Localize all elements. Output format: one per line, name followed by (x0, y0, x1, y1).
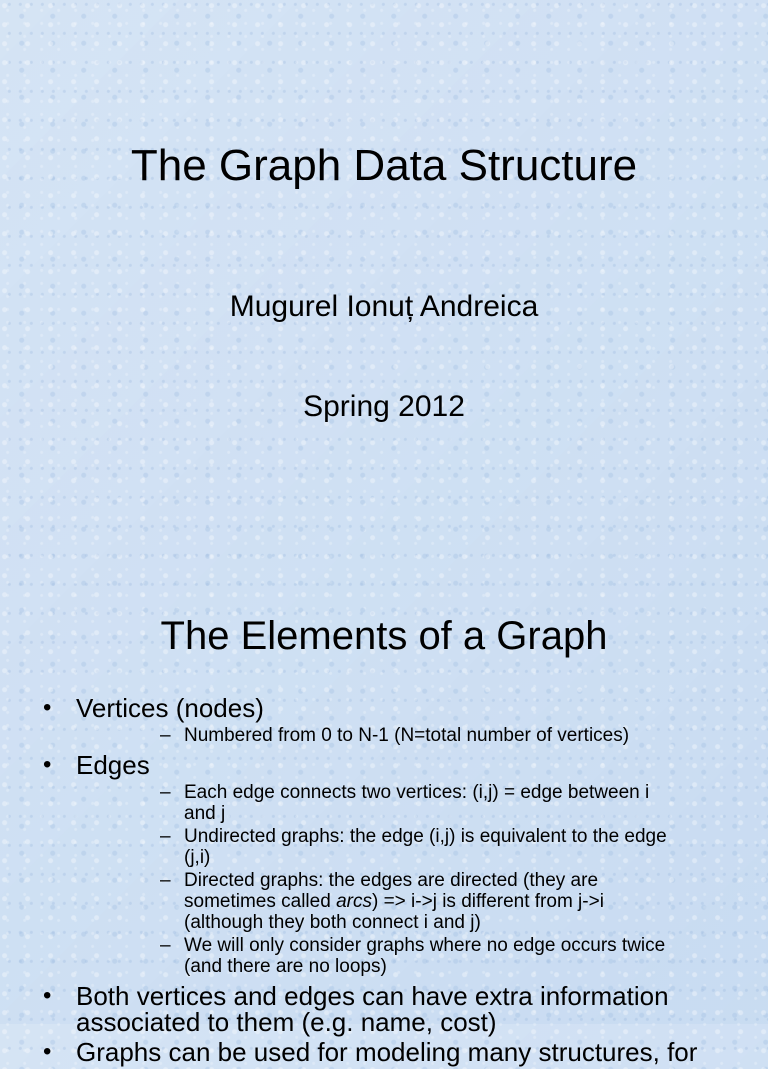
bullet-item (0, 983, 768, 1035)
sub-bullet-text: We will only consider graphs where no edge occurs twice (and there are no loops) (184, 935, 666, 977)
sub-bullet-text-after: ) => i->j is different from j->i (although they both connect i and j) (184, 891, 604, 933)
sub-bullet-item (76, 826, 728, 868)
sub-bullet-text-before: Directed graphs: the edges are directed (they are sometimes called (184, 870, 599, 912)
bullet-marker: • (43, 1038, 52, 1065)
slide-title (0, 0, 768, 512)
sub-bullet-list (76, 782, 728, 977)
sub-bullet-text: Undirected graphs: the edge (i,j) is equivalent to the edge (j,i) (184, 826, 667, 868)
dash-marker: – (160, 870, 171, 891)
dash-marker: – (160, 782, 171, 803)
bullet-marker: • (43, 694, 52, 721)
bullet-item (0, 1039, 768, 1065)
bullet-marker: • (43, 751, 52, 778)
author-name: Mugurel Ionuț Andreica (229, 290, 539, 323)
slide-elements-heading: The Elements of a Graph (160, 614, 608, 658)
bullet-item (0, 695, 768, 746)
sub-bullet-italic-term: arcs (336, 891, 372, 912)
slide-title-heading: The Graph Data Structure (130, 141, 638, 190)
bullet-marker: • (43, 982, 52, 1009)
sub-bullet-text: Numbered from 0 to N-1 (N=total number of vertices) (184, 725, 630, 746)
slide-elements (0, 512, 768, 1067)
sub-bullet-item (76, 870, 728, 933)
sub-bullet-item (76, 935, 728, 977)
dash-marker: – (160, 935, 171, 956)
bullet-text: Both vertices and edges can have extra information associated to them (e.g. name, cost) (76, 981, 669, 1037)
term-date: Spring 2012 (303, 390, 465, 423)
sub-bullet-item (76, 725, 728, 746)
bullet-text: Graphs can be used for modeling many structures, for (76, 1037, 698, 1067)
sub-bullet-list (76, 725, 728, 746)
bullet-text: Vertices (nodes) (76, 693, 264, 723)
dash-marker: – (160, 826, 171, 847)
dash-marker: – (160, 725, 171, 746)
bullet-list (0, 695, 768, 1069)
sub-bullet-item (76, 782, 728, 824)
bullet-item (0, 752, 768, 977)
bullet-text: Edges (76, 750, 150, 780)
sub-bullet-text: Each edge connects two vertices: (i,j) = edge between i and j (184, 782, 650, 824)
